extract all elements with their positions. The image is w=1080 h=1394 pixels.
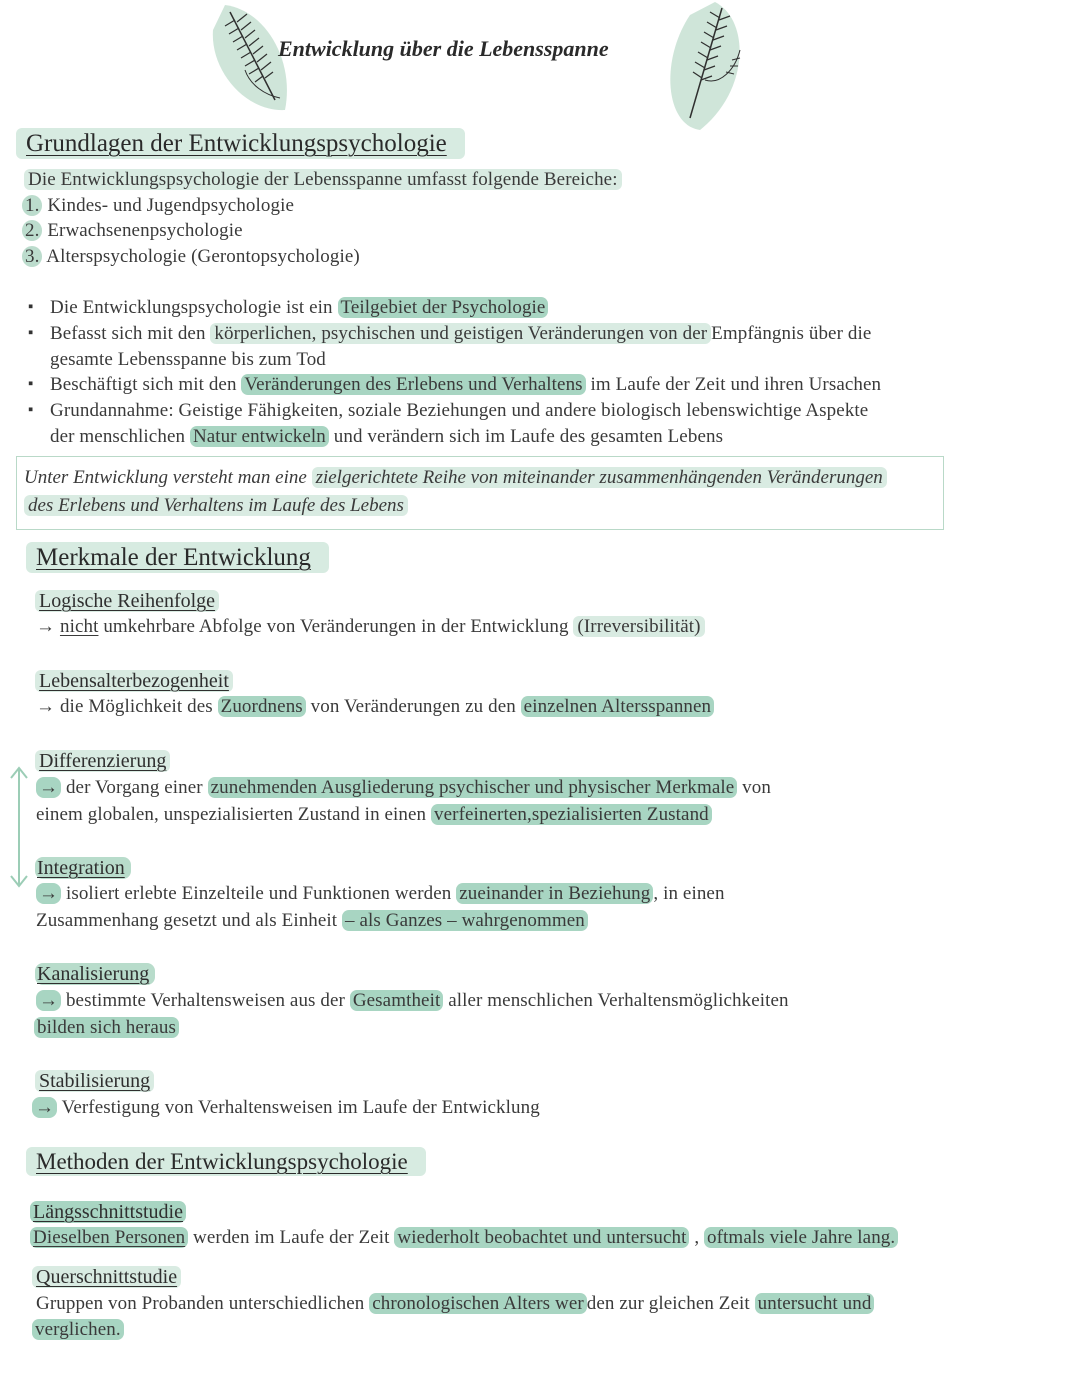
method-title-querschnitt: Querschnittstudie	[32, 1264, 181, 1290]
method-title-laengsschnitt: Längsschnittstudie	[30, 1199, 186, 1225]
method-text: Dieselben Personen werden im Laufe der Zeit wiederholt beobachtet und untersucht , oftmals viele Jahre lang.	[30, 1225, 898, 1251]
fern-leaf-icon	[660, 0, 755, 135]
page-title: Entwicklung über die Lebensspanne	[278, 36, 609, 61]
feature-title-stabilisierung: Stabilisierung	[35, 1068, 154, 1094]
bullet-dot: ▪	[28, 402, 34, 418]
list-item: 3. Alterspsychologie (Gerontopsychologie)	[22, 244, 360, 270]
section-heading-methoden: Methoden der Entwicklungspsychologie	[26, 1145, 426, 1179]
feature-text: → die Möglichkeit des Zuordnens von Veränderungen zu den einzelnen Altersspannen	[36, 694, 714, 720]
method-text: Gruppen von Probanden unterschiedlichen chronologischen Alters wer den zur gleichen Zeit untersucht und	[36, 1291, 874, 1317]
bullet-text: Grundannahme: Geistige Fähigkeiten, soziale Beziehungen und andere biologisch lebenswichtige Aspekte	[50, 400, 869, 421]
feature-text: → Verfestigung von Verhaltensweisen im Laufe der Entwicklung	[32, 1095, 540, 1121]
feature-text: → der Vorgang einer zunehmenden Ausgliederung psychischer und physischer Merkmale von	[36, 775, 771, 801]
list-item: 2. Erwachsenenpsychologie	[22, 218, 243, 244]
section-heading-grundlagen: Grundlagen der Entwicklungspsychologie	[16, 127, 465, 161]
bullet-dot: ▪	[28, 325, 34, 341]
feature-title-logisch: Logische Reihenfolge	[35, 588, 219, 614]
definition-text: Unter Entwicklung versteht man eine zielgerichtete Reihe von miteinander zusammenhängenden Veränderungen	[24, 464, 887, 492]
method-text-cont: verglichen.	[32, 1317, 124, 1343]
bullet-text: Die Entwicklungspsychologie ist ein Teilgebiet der Psychologie	[50, 295, 548, 321]
bullet-dot: ▪	[28, 376, 34, 392]
feature-text-cont: einem globalen, unspezialisierten Zustand in einen verfeinerten,spezialisierten Zustand	[36, 802, 712, 828]
bullet-text: Befasst sich mit den körperlichen, psychischen und geistigen Veränderungen von der Empfängnis über die	[50, 323, 872, 344]
definition-text-cont: des Erlebens und Verhaltens im Laufe des Lebens	[24, 492, 408, 520]
feature-text: → isoliert erlebte Einzelteile und Funktionen werden zueinander in Beziehung , in einen	[36, 881, 725, 907]
bullet-text-cont: gesamte Lebensspanne bis zum Tod	[50, 349, 326, 370]
double-arrow-icon	[8, 764, 30, 890]
feature-text-cont: Zusammenhang gesetzt und als Einheit – als Ganzes – wahrgenommen	[36, 908, 588, 934]
list-item: 1. Kindes- und Jugendpsychologie	[22, 193, 294, 219]
feature-text: → nicht umkehrbare Abfolge von Veränderungen in der Entwicklung (Irreversibilität)	[36, 614, 705, 640]
feature-title-integration: Integration	[35, 855, 131, 881]
bullet-dot: ▪	[28, 299, 34, 315]
feature-text-cont: bilden sich heraus	[34, 1015, 179, 1041]
bullet-text-cont: der menschlichen Natur entwickeln und verändern sich im Laufe des gesamten Lebens	[50, 426, 724, 447]
intro-text: Die Entwicklungspsychologie der Lebensspanne umfasst folgende Bereiche:	[24, 167, 622, 193]
feature-text: → bestimmte Verhaltensweisen aus der Gesamtheit aller menschlichen Verhaltensmöglichkeiten	[36, 988, 789, 1014]
bullet-text: Beschäftigt sich mit den Veränderungen des Erlebens und Verhaltens im Laufe der Zeit und ihren Ursachen	[50, 374, 882, 395]
feature-title-lebensalter: Lebensalterbezogenheit	[35, 668, 233, 694]
section-heading-merkmale: Merkmale der Entwicklung	[26, 541, 329, 575]
feature-title-kanalisierung: Kanalisierung	[35, 961, 155, 987]
feature-title-differenzierung: Differenzierung	[35, 748, 170, 774]
